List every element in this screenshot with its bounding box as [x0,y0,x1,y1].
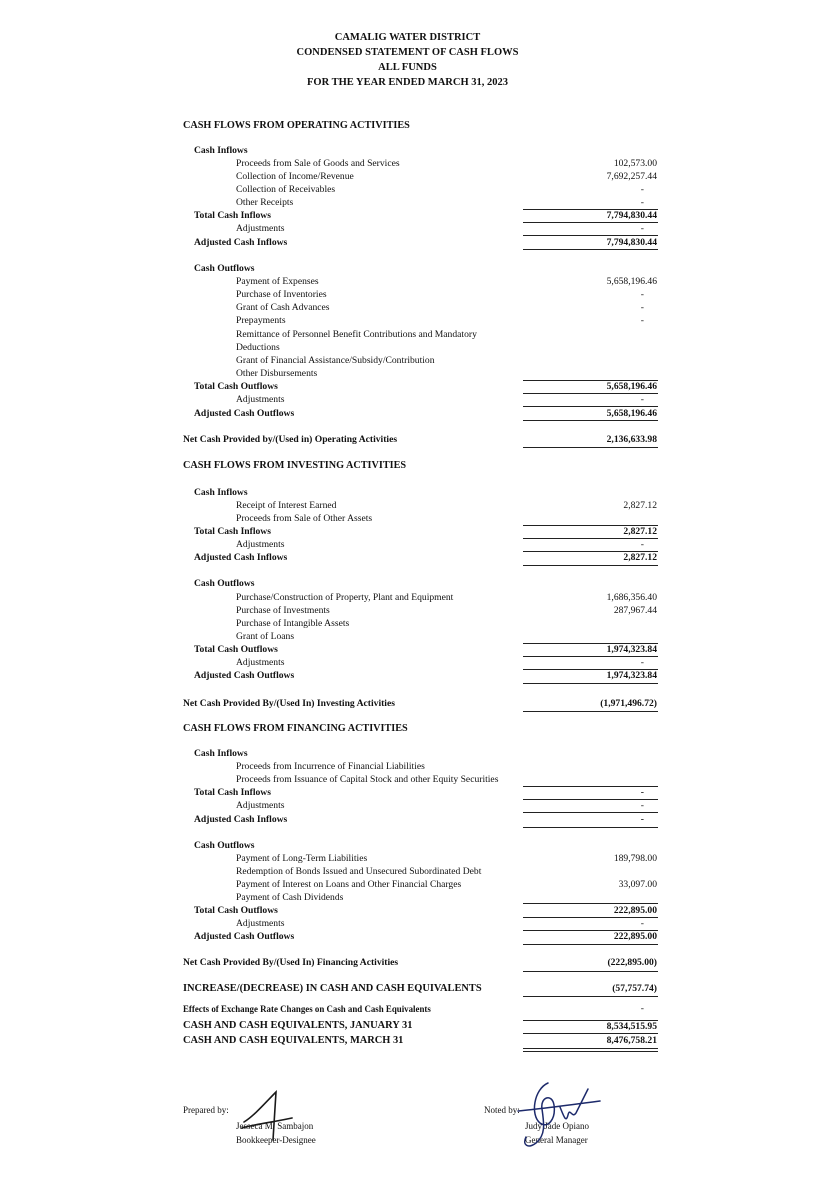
financing-out-item-label: Payment of Cash Dividends [236,892,344,903]
operating-total-inflows-value: 7,794,830.44 [606,210,657,221]
operating-total-outflows-value: 5,658,196.46 [606,381,657,392]
financing-adjusted-inflows-value: - [640,814,644,825]
financing-adjusted-inflows-label: Adjusted Cash Inflows [194,814,288,825]
financing-inflows-title: Cash Inflows [194,748,248,759]
investing-out-item-label: Purchase of Investments [236,605,330,616]
prepared-by-title: Bookkeeper-Designee [236,1135,316,1145]
financing-in-item-label: Proceeds from Issuance of Capital Stock and other Equity Securities [236,774,499,785]
prepared-by-label: Prepared by: [183,1105,229,1115]
rule [523,971,658,972]
statement-title: CONDENSED STATEMENT OF CASH FLOWS [296,47,519,58]
financing-section-title: CASH FLOWS FROM FINANCING ACTIVITIES [183,723,408,734]
prepared-by-signature [240,1088,300,1150]
rule [523,538,658,539]
operating-in-item-value: 7,692,257.44 [606,171,657,182]
financing-total-inflows-value: - [640,787,644,798]
investing-adjusted-outflows-value: 1,974,323.84 [606,670,657,681]
prepared-by-name: Jesseca M. Sambajon [236,1121,314,1131]
rule [523,799,658,800]
increase-decrease-label: INCREASE/(DECREASE) IN CASH AND CASH EQUIVALENTS [183,983,482,994]
rule [523,235,658,236]
investing-inflows-title: Cash Inflows [194,487,248,498]
rule [523,1033,658,1034]
operating-out-item-label: Grant of Financial Assistance/Subsidy/Contribution [236,355,435,366]
increase-decrease-value: (57,757.74) [612,983,657,994]
operating-adjustments-value: - [640,223,644,234]
investing-out-item-value: 287,967.44 [613,605,657,616]
cash-january-value: 8,534,515.95 [606,1021,657,1032]
operating-inflows-title: Cash Inflows [194,145,248,156]
operating-adjusted-inflows-label: Adjusted Cash Inflows [194,237,288,248]
operating-out-item-label: Remittance of Personnel Benefit Contributions and Mandatory [236,329,477,340]
noted-by-name: Judy Jade Opiano [525,1121,589,1131]
rule [523,1051,658,1052]
financing-adjusted-outflows-value: 222,895.00 [613,931,657,942]
financing-in-item-label: Proceeds from Incurrence of Financial Liabilities [236,761,425,772]
investing-total-inflows-value: 2,827.12 [623,526,657,537]
operating-in-item-label: Other Receipts [236,197,294,208]
investing-adjustments-value: - [640,539,644,550]
rule [523,447,658,448]
investing-out-item-value: 1,686,356.40 [606,592,657,603]
operating-total-inflows-label: Total Cash Inflows [194,210,271,221]
investing-net-value: (1,971,496.72) [600,698,657,709]
financing-total-outflows-label: Total Cash Outflows [194,905,278,916]
financing-outflows-title: Cash Outflows [194,840,255,851]
operating-adjusted-inflows-value: 7,794,830.44 [606,237,657,248]
operating-in-item-label: Collection of Receivables [236,184,336,195]
cash-march-value: 8,476,758.21 [606,1035,657,1046]
rule [523,1048,658,1049]
rule [523,420,658,421]
investing-total-outflows-label: Total Cash Outflows [194,644,278,655]
rule [523,393,658,394]
operating-out-item-value: - [640,302,644,313]
period-label: FOR THE YEAR ENDED MARCH 31, 2023 [307,77,508,88]
rule [523,996,658,997]
operating-total-outflows-label: Total Cash Outflows [194,381,278,392]
operating-in-item-value: - [640,184,644,195]
investing-adjusted-outflows-label: Adjusted Cash Outflows [194,670,295,681]
noted-by-signature [510,1075,610,1153]
investing-adjusted-inflows-value: 2,827.12 [623,552,657,563]
operating-adjusted-outflows-label: Adjusted Cash Outflows [194,408,295,419]
rule [523,827,658,828]
investing-outflows-title: Cash Outflows [194,578,255,589]
rule [523,711,658,712]
operating-out-item-label: Payment of Expenses [236,276,319,287]
financing-total-inflows-label: Total Cash Inflows [194,787,271,798]
operating-out-item-label: Grant of Cash Advances [236,302,330,313]
investing-net-label: Net Cash Provided By/(Used In) Investing Activities [183,698,395,709]
investing-total-inflows-label: Total Cash Inflows [194,526,271,537]
funds-label: ALL FUNDS [378,62,437,73]
investing-out-item-label: Grant of Loans [236,631,295,642]
operating-out-item-label: Purchase of Inventories [236,289,327,300]
operating-adjustments-label: Adjustments [236,223,285,234]
rule [523,249,658,250]
operating-in-item-value: 102,573.00 [613,158,657,169]
financing-adjusted-outflows-label: Adjusted Cash Outflows [194,931,295,942]
investing-out-adjustments-label: Adjustments [236,657,285,668]
rule [523,786,658,787]
investing-in-item-label: Receipt of Interest Earned [236,500,337,511]
operating-outflows-title: Cash Outflows [194,263,255,274]
operating-net-label: Net Cash Provided by/(Used in) Operating Activities [183,434,398,445]
financing-out-item-label: Payment of Interest on Loans and Other Financial Charges [236,879,462,890]
rule [523,917,658,918]
operating-section-title: CASH FLOWS FROM OPERATING ACTIVITIES [183,120,410,131]
financing-adjustments-label: Adjustments [236,800,285,811]
investing-in-item-value: 2,827.12 [623,500,657,511]
operating-out-item-label: Deductions [236,342,280,353]
noted-by-label: Noted by: [484,1105,520,1115]
rule [523,222,658,223]
noted-by-title: General Manager [525,1135,588,1145]
rule [523,683,658,684]
investing-out-item-label: Purchase of Intangible Assets [236,618,350,629]
financing-out-item-label: Payment of Long-Term Liabilities [236,853,368,864]
financing-net-label: Net Cash Provided By/(Used In) Financing Activities [183,957,399,968]
rule [523,406,658,407]
financing-out-adjustments-value: - [640,918,644,929]
financing-total-outflows-value: 222,895.00 [613,905,657,916]
rule [523,903,658,904]
rule [523,812,658,813]
financing-out-item-value: 189,798.00 [613,853,657,864]
operating-out-item-label: Other Disbursements [236,368,318,379]
investing-total-outflows-value: 1,974,323.84 [606,644,657,655]
operating-out-item-value: 5,658,196.46 [606,276,657,287]
financing-out-adjustments-label: Adjustments [236,918,285,929]
operating-in-item-label: Proceeds from Sale of Goods and Services [236,158,400,169]
operating-in-item-label: Collection of Income/Revenue [236,171,354,182]
investing-out-adjustments-value: - [640,657,644,668]
cash-january-label: CASH AND CASH EQUIVALENTS, JANUARY 31 [183,1020,413,1031]
rule [523,565,658,566]
financing-adjustments-value: - [640,800,644,811]
financing-net-value: (222,895.00) [607,957,657,968]
investing-adjustments-label: Adjustments [236,539,285,550]
cash-march-label: CASH AND CASH EQUIVALENTS, MARCH 31 [183,1035,404,1046]
rule [523,1020,658,1021]
operating-adjusted-outflows-value: 5,658,196.46 [606,408,657,419]
operating-out-adjustments-label: Adjustments [236,394,285,405]
investing-adjusted-inflows-label: Adjusted Cash Inflows [194,552,288,563]
operating-out-item-value: - [640,289,644,300]
fx-effects-label: Effects of Exchange Rate Changes on Cash and Cash Equivalents [183,1004,431,1014]
operating-out-item-label: Prepayments [236,315,286,326]
financing-out-item-value: 33,097.00 [618,879,657,890]
operating-net-value: 2,136,633.98 [606,434,657,445]
investing-in-item-label: Proceeds from Sale of Other Assets [236,513,373,524]
rule [523,944,658,945]
financing-out-item-label: Redemption of Bonds Issued and Unsecured Subordinated Debt [236,866,482,877]
operating-out-adjustments-value: - [640,394,644,405]
operating-in-item-value: - [640,197,644,208]
company-name: CAMALIG WATER DISTRICT [334,32,481,43]
operating-out-item-value: - [640,315,644,326]
fx-effects-value: - [640,1003,644,1014]
investing-section-title: CASH FLOWS FROM INVESTING ACTIVITIES [183,460,407,471]
rule [523,656,658,657]
investing-out-item-label: Purchase/Construction of Property, Plant and Equipment [236,592,454,603]
